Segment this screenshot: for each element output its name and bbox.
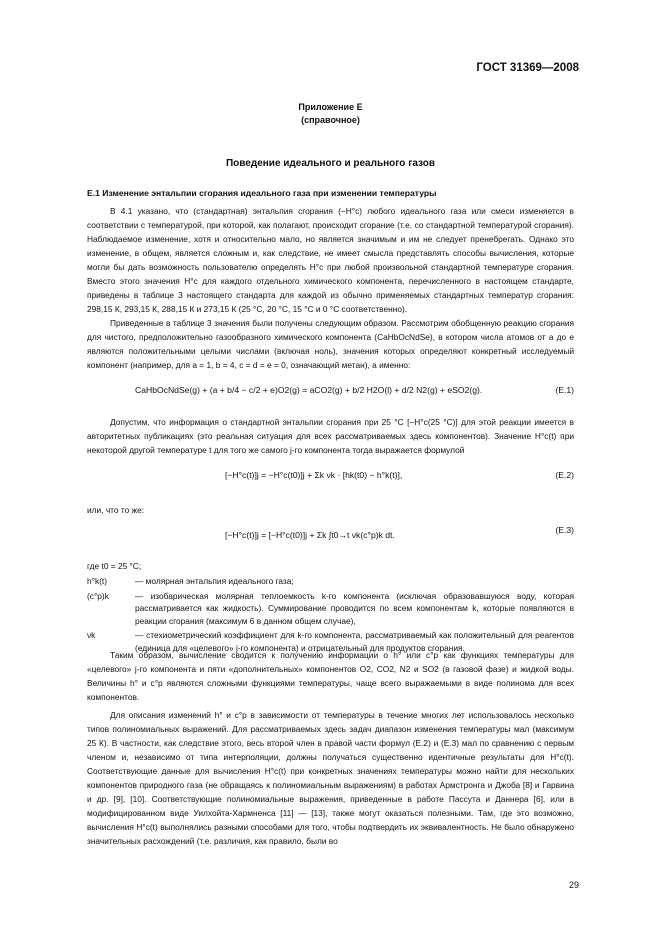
definition-text: — изобарическая молярная теплоемкость k-го компонента (исключая образовавшуюся воду, которая рассматривается как жидкость). Суммирование проводится по всем компонентам k, которые появляются в реакции сгорания (максимум 6 в данном общем случае), [135, 590, 574, 626]
paragraph-reaction: Приведенные в таблице 3 значения были получены следующим образом. Рассмотрим обобщенную реакцию сгорания для чистого, предположительно газообразного химического компонента (CaHbOcNdSe), в котором числа атомов от a до e являются положительными целыми числами (включая ноль), значения которых определяют конкретный исследуемый компонент (например, для a = 1, b = 4, c = d = e = 0, означающий метан), а именно: [87, 318, 574, 370]
definition-term: (c°p)k [87, 590, 109, 601]
equation-e1-number: (E.1) [555, 385, 574, 395]
main-title: Поведение идеального и реального газов [225, 158, 436, 169]
definition-item [87, 590, 574, 628]
paragraph-where: где t0 = 25 °С; [87, 561, 142, 571]
equation-e3-number: (E.3) [555, 525, 574, 535]
equation-e2: [−H°c(t)]j = −H°c(t0)]j + Σk νk · [hk(t0) − h°k(t)], [225, 470, 403, 480]
paragraph-or: или, что то же: [87, 505, 145, 515]
paragraph-summary: Таким образом, вычисление сводится к получению информации о h° или c°p как функциях температуры для «целевого» j-го компонента и пяти «дополнительных» компонентов O2, CO2, N2 и SO2 (в газовой фазе) и жидкой воды. Величины h° и c°p являются сложными функциями температуры, чаще всего выражаемыми в виде полинома для всех компонентов. [87, 650, 574, 702]
paragraph-polynomials: Для описания изменений h° и c°p в зависимости от температуры в течение многих лет использовалось несколько типов полиномиальных выражений. Для рассматриваемых здесь задач диапазон изменения температуры мал (максимум 25 К). В частности, как следствие этого, весь второй член в правой части формул (E.2) и (E.3) мал по сравнению с первым членом и, независимо от типа интерполяции, должны получаться существенно идентичные результаты для H°c(t). Соответствующие данные для вычисления H°c(t) при конкретных значениях температуры можно найти для нескольких компонентов природного газа (не обращаясь к полиномиальным выражениям) в работах Армстронга и Джоба [8] и Гарвина и др. [9], [10]. Соответствующие полиномиальные выражения, приведенные в работе Пассута и Даннера [6], или в модифицированном виде Уилхойта-Хармненса [11] — [13], также могут оказаться полезными. Там, где это возможно, вычисления H°c(t) выполнялись разными способами для того, чтобы подтвердить их эквивалентность. Не было обнаружено значительных расхождений (т.е. различия, как правило, были во [87, 710, 574, 846]
standard-number: ГОСТ 31369—2008 [476, 62, 579, 74]
section-heading: E.1 Изменение энтальпии сгорания идеального газа при изменении температуры [87, 188, 437, 198]
definition-term: νk [87, 630, 96, 640]
definition-text: — стехиометрический коэффициент для k-го компонента, рассматриваемый как положительный для реагентов (единица для «целевого» j-го компонента) и отрицательный для продуктов сгорания. [135, 630, 574, 653]
appendix-title: Приложение E [298, 102, 363, 112]
equation-e2-number: (E.2) [555, 470, 574, 480]
definition-text: — молярная энтальпия идеального газа; [135, 576, 294, 586]
appendix-subtitle: (справочное) [301, 115, 360, 125]
page-number: 29 [568, 880, 579, 890]
equation-e1: CaHbOcNdSe(g) + (a + b/4 − c/2 + e)O2(g) = aCO2(g) + b/2 H2O(l) + d/2 N2(g) + eSO2(g). [135, 385, 483, 395]
definition-term: h°k(t) [87, 576, 108, 586]
paragraph-intro: В 4.1 указано, что (стандартная) энтальпия сгорания (−H°c) любого идеального газа или смеси изменяется в соответствии с температурой, при которой, как полагают, происходит сгорание (т.е. со стандартной температурой сгорания). Наблюдаемое изменение, хотя и относительно мало, но является значимым и им не следует пренебрегать. Однако это изменение, в общем, является сложным и, как следствие, не имеет смысла представлять способы вычисления, которые могли бы дать возможность пользователю определять H°c при любой произвольной стандартной температуре сгорания. Вместо этого значения H°c для каждого отдельного химического компонента, перечисленного в настоящем стандарте, приведены в таблице 3 настоящего стандарта для каждой из обычно применяемых стандартных температур сгорания: 298,15 К, 293,15 К, 288,15 К и 273,15 К (25 °С, 20 °С, 15 °С и 0 °С соответственно). [87, 206, 574, 314]
definition-item [87, 575, 574, 588]
equation-e3: [−H°c(t)]j = [−H°c(t0)]j + Σk ∫t0→t νk(c°p)k dt. [225, 530, 395, 540]
definitions-list [87, 575, 574, 656]
paragraph-data: Допустим, что информация о стандартной энтальпии сгорания при 25 °С [−H°c(25 °С)] для этой реакции имеется в авторитетных публикациях (это реальная ситуация для всех рассматриваемых здесь компонентов). Значение H°c(t) при некоторой другой температуре t для того же самого j-го компонента тогда выражается формулой [87, 417, 574, 455]
